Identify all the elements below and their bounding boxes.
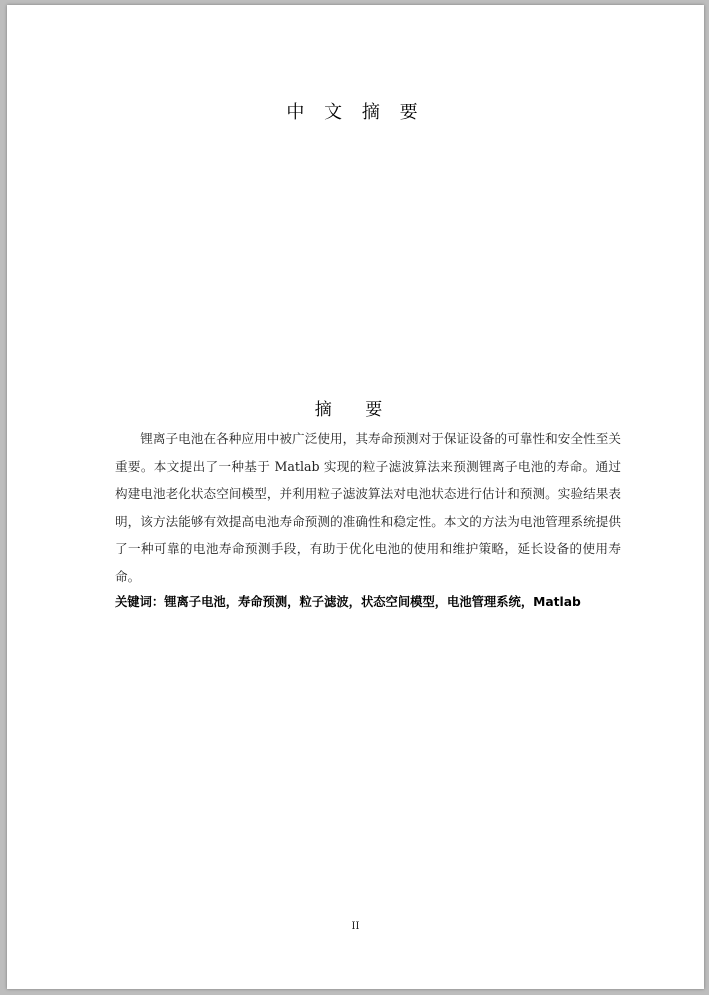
page-number: II [351,921,360,932]
abstract-paragraph: 锂离子电池在各种应用中被广泛使用，其寿命预测对于保证设备的可靠性和安全性至关重要。本文提出了一种基于 Matlab 实现的粒子滤波算法来预测锂离子电池的寿命。通过构建电池老化状态空间模型，并利用粒子滤波算法对电池状态进行估计和预测。实验结果表明，该方法能够有效提高电池寿命预测的准确性和稳定性。本文的方法为电池管理系统提供了一种可靠的电池寿命预测手段，有助于优化电池的使用和维护策略，延长设备的使用寿命。 [115,431,621,584]
keywords-values: 锂离子电池，寿命预测，粒子滤波，状态空间模型，电池管理系统，Matlab [164,595,581,609]
keywords-line [115,592,635,610]
keywords-label: 关键词： [115,595,165,609]
document-page [7,5,704,989]
page-title: 中 文 摘 要 [286,102,425,123]
abstract-heading: 摘 要 [314,400,397,420]
